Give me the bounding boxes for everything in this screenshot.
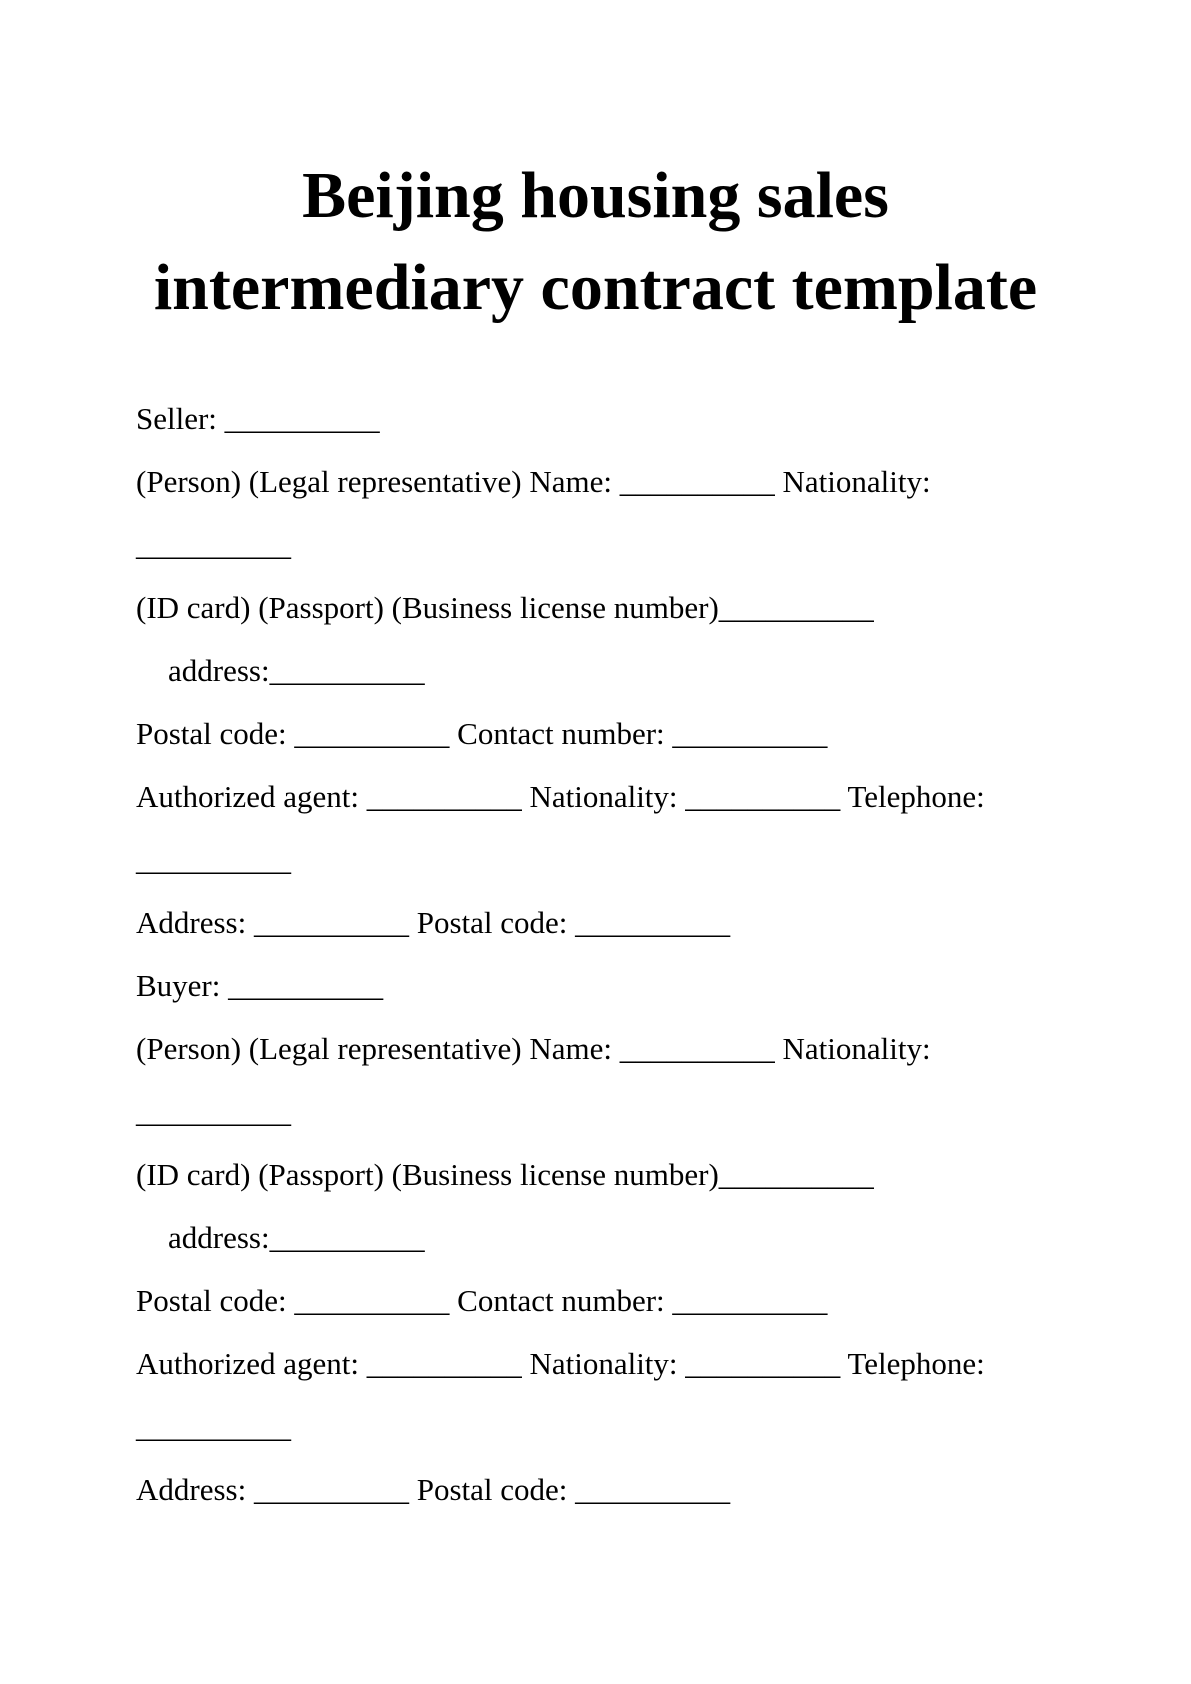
- title-line-2: intermediary contract template: [153, 251, 1038, 324]
- buyer-agent-address-line: Address: __________ Postal code: __________: [136, 1472, 731, 1507]
- seller-nationality-blank: __________: [136, 527, 291, 562]
- seller-agent-line: Authorized agent: __________ Nationality: __________ Telephone:: [136, 779, 985, 814]
- title-line-1: Beijing housing sales: [302, 159, 889, 232]
- buyer-address-line: address:__________: [168, 1220, 425, 1255]
- contract-body: [136, 387, 1096, 1521]
- seller-agent-address-line: Address: __________ Postal code: __________: [136, 905, 731, 940]
- document-title: [0, 150, 1191, 334]
- buyer-postal-contact-line: Postal code: __________ Contact number: __________: [136, 1283, 828, 1318]
- seller-address-line: address:__________: [168, 653, 425, 688]
- buyer-agent-telephone-blank: __________: [136, 1409, 291, 1444]
- buyer-id-line: (ID card) (Passport) (Business license number)__________: [136, 1157, 874, 1192]
- buyer-name-nationality-line: (Person) (Legal representative) Name: __________ Nationality:: [136, 1031, 931, 1066]
- buyer-nationality-blank: __________: [136, 1094, 291, 1129]
- seller-line: Seller: __________: [136, 401, 380, 436]
- seller-name-nationality-line: (Person) (Legal representative) Name: __________ Nationality:: [136, 464, 931, 499]
- seller-agent-telephone-blank: __________: [136, 842, 291, 877]
- buyer-line: Buyer: __________: [136, 968, 384, 1003]
- seller-id-line: (ID card) (Passport) (Business license number)__________: [136, 590, 874, 625]
- buyer-agent-line: Authorized agent: __________ Nationality: __________ Telephone:: [136, 1346, 985, 1381]
- seller-postal-contact-line: Postal code: __________ Contact number: __________: [136, 716, 828, 751]
